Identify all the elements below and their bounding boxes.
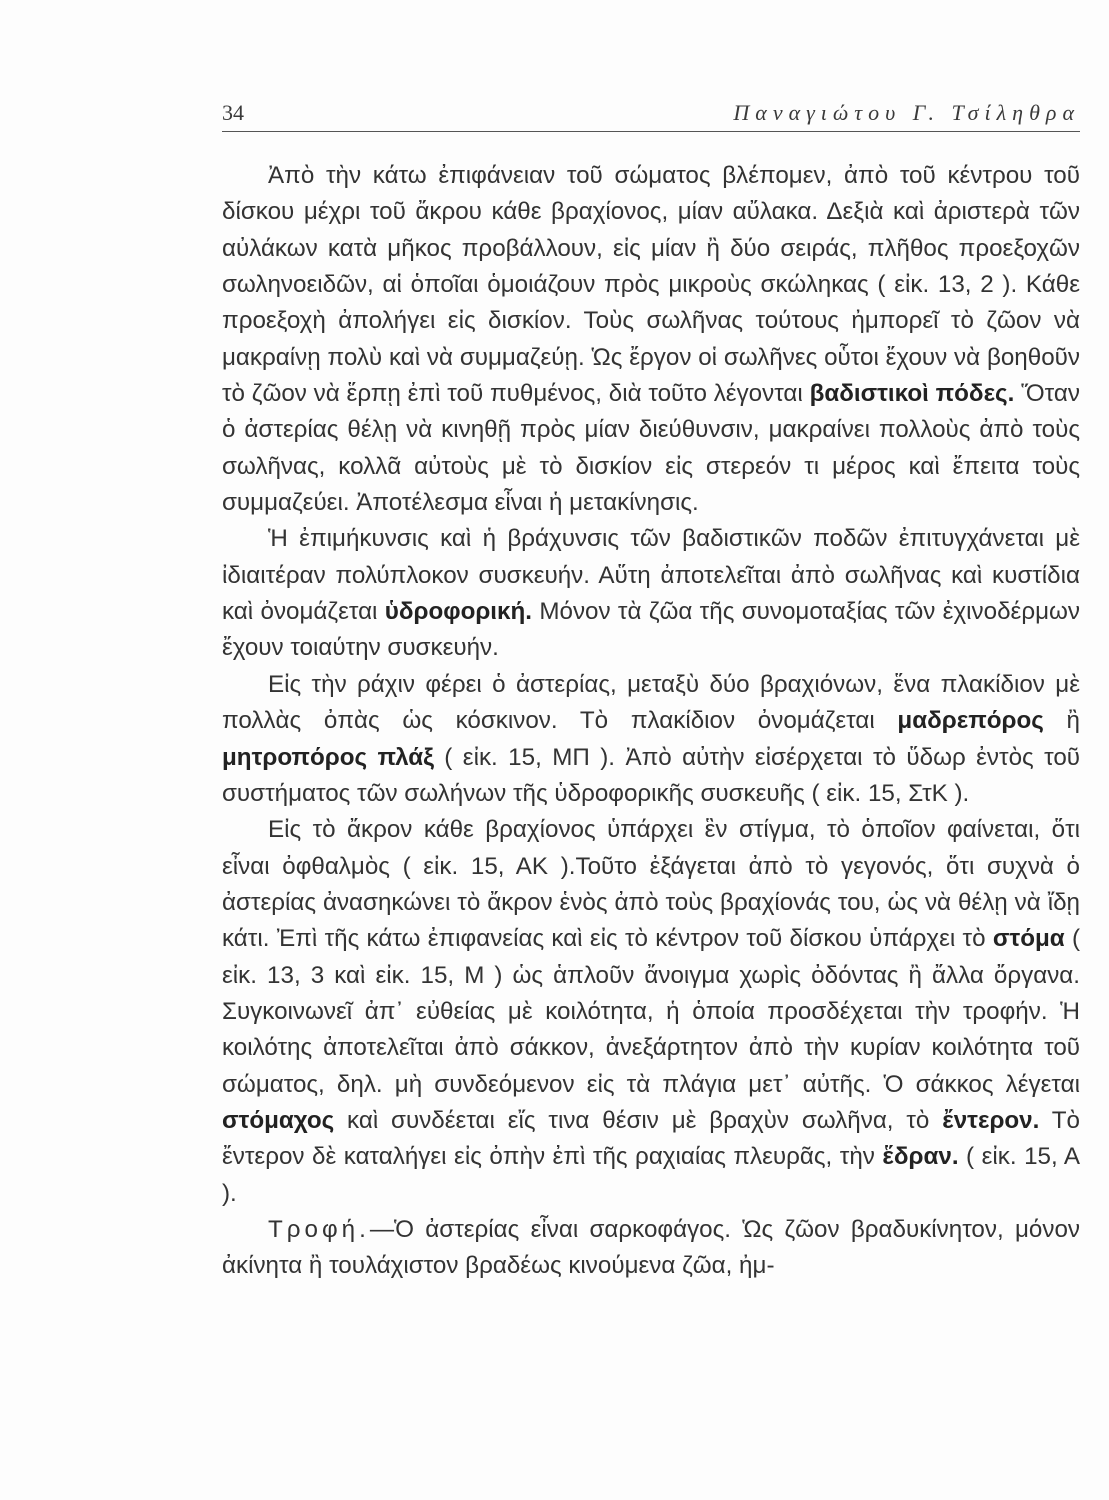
bold-term: ἔντερον. (942, 1106, 1040, 1134)
text-run: —Ὁ ἀστερίας εἶναι σαρκοφάγος. Ὡς ζῶον βραδυκίνητον, μόνον ἀκίνητα ἢ τουλάχιστον βραδέως κινούμενα ζῶα, ἠμ- (222, 1215, 1080, 1280)
section-heading-inline: Τροφή. (268, 1215, 370, 1243)
paragraph-4 (222, 812, 1080, 1212)
text-run: Ἡ ἐπιμήκυνσις καὶ ἡ βράχυνσις τῶν βαδιστικῶν ποδῶν ἐπιτυγχάνεται μὲ ἰδιαιτέραν πολύπλοκον συσκευήν. Αὕτη ἀποτελεῖται ἀπὸ σωλῆνας καὶ κυστίδια καὶ ὀνομάζεται (222, 525, 1080, 626)
running-head: Παναγιώτου Γ. Τσίληθρα (733, 100, 1080, 125)
bold-term: μητροπόρος πλάξ (222, 743, 434, 771)
bold-term: στόμαχος (222, 1106, 335, 1134)
paragraph-3 (222, 667, 1080, 812)
text-run: ( εἰκ. 15, Α ). (222, 1143, 1080, 1207)
text-run: Ἀπὸ τὴν κάτω ἐπιφάνειαν τοῦ σώματος βλέπομεν, ἀπὸ τοῦ κέντρου τοῦ δίσκου μέχρι τοῦ ἄκρου κάθε βραχίονος, μίαν αὔλακα. Δεξιὰ καὶ ἀριστερὰ τῶν αὐλάκων κατὰ μῆκος προβάλλουν, εἰς μίαν ἢ δύο σειράς, πλῆθος προεξοχῶν σωληνοειδῶν, αἱ ὁποῖαι ὁμοιάζουν πρὸς μικροὺς σκώληκας ( εἰκ. 13, 2 ). Κάθε προεξοχὴ ἀπολήγει εἰς δισκίον. Τοὺς σωλῆνας τούτους ἠμπορεῖ τὸ ζῶον νὰ μακραίνῃ πολὺ καὶ νὰ συμμαζεύῃ. Ὡς ἔργον οἱ σωλῆνες οὗτοι ἔχουν νὰ βοηθοῦν τὸ ζῶον νὰ ἕρπῃ ἐπὶ τοῦ πυθμένος, διὰ τοῦτο λέγονται (222, 162, 1080, 408)
bold-term: μαδρεπόρος (897, 707, 1044, 735)
text-run: ἢ (1043, 707, 1080, 735)
text-run: Μόνον τὰ ζῶα τῆς συνομοταξίας τῶν ἐχινοδέρμων ἔχουν τοιαύτην συσκευήν. (222, 598, 1081, 662)
text-run: Ὅταν ὁ ἀστερίας θέλῃ νὰ κινηθῇ πρὸς μίαν διεύθυνσιν, μακραίνει πολλοὺς ἀπὸ τοὺς σωλῆνας, κολλᾶ αὐτοὺς μὲ τὸ δισκίον εἰς στερεόν τι μέρος καὶ ἔπειτα τοὺς συμμαζεύει. Ἀποτέλεσμα εἶναι ἡ μετακίνησις. (222, 380, 1080, 517)
text-run: ( εἰκ. 15, ΜΠ ). Ἀπὸ αὐτὴν εἰσέρχεται τὸ ὕδωρ ἐντὸς τοῦ συστήματος τῶν σωλήνων τῆς ὑδροφορικῆς συσκευῆς ( εἰκ. 15, ΣτΚ ). (222, 743, 1080, 807)
page-header (222, 100, 1080, 130)
body-text (222, 158, 1080, 1285)
page-number: 34 (222, 100, 244, 125)
text-run: Τὸ ἔντερον δὲ καταλήγει εἰς ὀπὴν ἐπὶ τῆς ραχιαίας πλευρᾶς, τὴν (222, 1106, 1080, 1171)
paragraph-2 (222, 521, 1080, 666)
text-run: ( εἰκ. 13, 3 καὶ εἰκ. 15, Μ ) ὡς ἁπλοῦν ἄνοιγμα χωρὶς ὀδόντας ἢ ἄλλα ὄργανα. Συγκοινωνεῖ ἀπ᾿ εὐθείας μὲ κοιλότητα, ἡ ὁποία προσδέχεται τὴν τροφήν. Ἡ κοιλότης ἀποτελεῖται ἀπὸ σάκκον, ἀνεξάρτητον ἀπὸ τὴν κυρίαν κοιλότητα τοῦ σώματος, δηλ. μὴ συνδεόμενον εἰς τὰ πλάγια μετ᾿ αὐτῆς. Ὁ σάκκος λέγεται (222, 925, 1081, 1098)
text-run: Εἰς τὸ ἄκρον κάθε βραχίονος ὑπάρχει ἓν στίγμα, τὸ ὁποῖον φαίνεται, ὅτι εἶναι ὀφθαλμὸς ( εἰκ. 15, ΑΚ ).Τοῦτο ἐξάγεται ἀπὸ τὸ γεγονός, ὅτι συχνὰ ὁ ἀστερίας ἀνασηκώνει τὸ ἄκρον ἑνὸς ἀπὸ τοὺς βραχίονάς του, ὡς νὰ θέλῃ νὰ ἴδῃ κάτι. Ἐπὶ τῆς κάτω ἐπιφανείας καὶ εἰς τὸ κέντρον τοῦ δίσκου ὑπάρχει τὸ (222, 816, 1080, 953)
text-run: καὶ συνδέεται εἴς τινα θέσιν μὲ βραχὺν σωλῆνα, τὸ (334, 1106, 943, 1134)
bold-term: βαδιστικοὶ πόδες. (809, 380, 1015, 408)
bold-term: ἕδραν. (882, 1143, 959, 1171)
header-rule (222, 131, 1080, 132)
text-run: Εἰς τὴν ράχιν φέρει ὁ ἀστερίας, μεταξὺ δύο βραχιόνων, ἕνα πλακίδιον μὲ πολλὰς ὀπὰς ὡς κόσκινον. Τὸ πλακίδιον ὀνομάζεται (222, 670, 1080, 735)
paragraph-5 (222, 1212, 1080, 1285)
paragraph-1 (222, 158, 1080, 521)
bold-term: ὑδροφορική. (384, 598, 533, 626)
bold-term: στόμα (992, 925, 1065, 953)
